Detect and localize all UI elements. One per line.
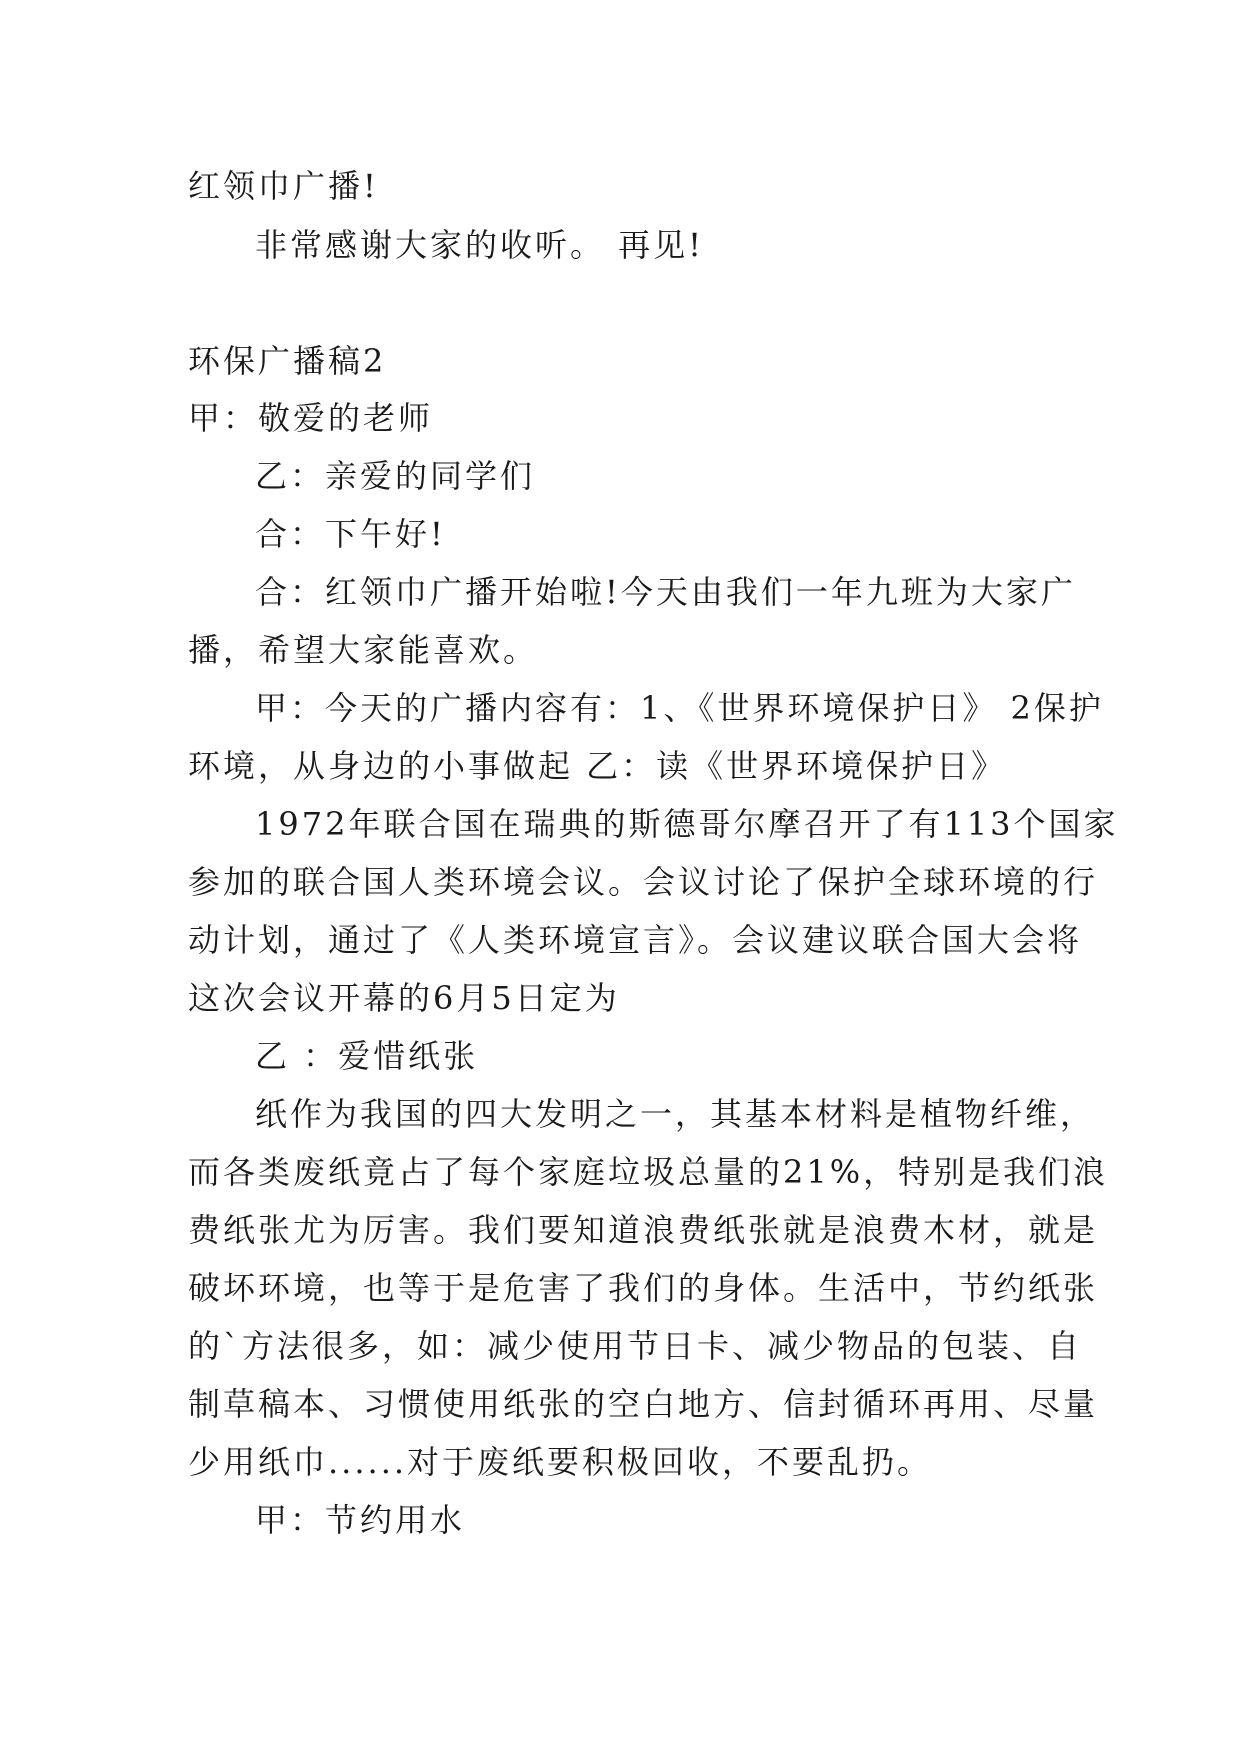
text-line: 播，希望大家能喜欢。 [188,631,539,669]
text-line: 甲：节约用水 [255,1501,466,1539]
text-line: 而各类废纸竟占了每个家庭垃圾总量的21%，特别是我们浪 [188,1153,1109,1191]
section-heading: 环保广播稿2 [188,342,387,380]
text-line: 纸作为我国的四大发明之一，其基本材料是植物纤维， [255,1095,1096,1133]
text-line: 1972年联合国在瑞典的斯德哥尔摩召开了有113个国家 [255,805,1119,843]
text-line: 参加的联合国人类环境会议。会议讨论了保护全球环境的行 [188,863,1099,901]
text-line: 合：下午好! [255,515,446,553]
text-line: 这次会议开幕的6月5日定为 [188,979,620,1017]
text-line: 甲：敬爱的老师 [188,399,434,437]
text-line: 的`方法很多，如：减少使用节日卡、减少物品的包装、自 [188,1327,1083,1365]
text-line: 环境，从身边的小事做起 乙：读《世界环境保护日》 [188,747,1007,785]
text-line: 乙 ：爱惜纸张 [255,1037,479,1075]
text-line: 破坏环境，也等于是危害了我们的身体。生活中，节约纸张 [188,1269,1099,1307]
text-line: 乙：亲爱的同学们 [255,457,536,495]
text-line: 少用纸巾......对于废纸要积极回收，不要乱扔。 [188,1443,933,1481]
text-line: 制草稿本、习惯使用纸张的空白地方、信封循环再用、尽量 [188,1385,1099,1423]
text-line: 费纸张尤为厉害。我们要知道浪费纸张就是浪费木材，就是 [188,1211,1099,1249]
text-line: 红领巾广播! [188,167,379,205]
text-line: 动计划，通过了《人类环境宣言》。会议建议联合国大会将 [188,921,1083,959]
text-line: 非常感谢大家的收听。 再见! [255,226,705,264]
text-line: 甲：今天的广播内容有：1、《世界环境保护日》 2保护 [255,689,1104,727]
text-line: 合：红领巾广播开始啦!今天由我们一年九班为大家广 [255,573,1076,611]
